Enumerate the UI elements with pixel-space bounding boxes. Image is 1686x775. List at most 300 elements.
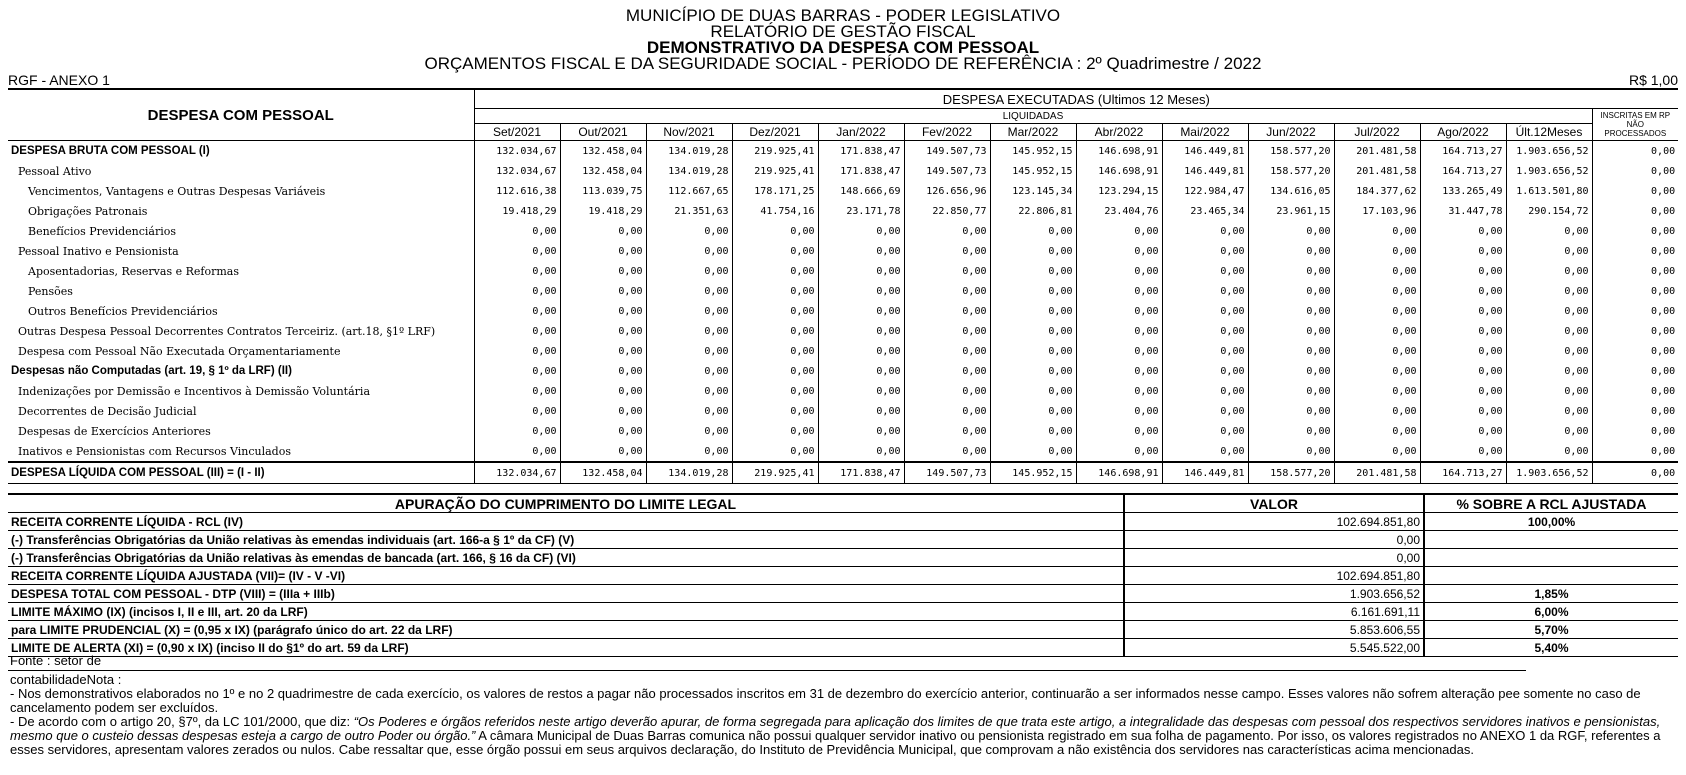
cell-value: 0,00 bbox=[1592, 401, 1678, 421]
cell-value: 290.154,72 bbox=[1506, 201, 1592, 221]
cell-value: 0,00 bbox=[990, 401, 1076, 421]
cell-value: 0,00 bbox=[990, 441, 1076, 462]
cell-value: 0,00 bbox=[818, 441, 904, 462]
cell-value: 133.265,49 bbox=[1420, 181, 1506, 201]
cell-value: 132.458,04 bbox=[560, 141, 646, 162]
cell-value: 0,00 bbox=[904, 241, 990, 261]
note-2-quote: “Os Poderes e órgãos referidos neste artigo deverão apurar, de forma segregada para aplicação dos limites de que trata este artigo, a integralidade das despesas com pessoal dos respectivos servidores inativos e pensionistas, mesmo que o custeio dessas despesas esteja a cargo de outro Poder ou órgão.” bbox=[10, 714, 1661, 743]
cell-value: 0,00 bbox=[1248, 261, 1334, 281]
cell-value: 0,00 bbox=[904, 401, 990, 421]
cell-value: 0,00 bbox=[1248, 441, 1334, 462]
cell-value: 132.034,67 bbox=[474, 161, 560, 181]
cell-value: 0,00 bbox=[732, 361, 818, 381]
cell-value: 0,00 bbox=[1248, 321, 1334, 341]
cell-value: 23.465,34 bbox=[1162, 201, 1248, 221]
cell-value: 0,00 bbox=[818, 421, 904, 441]
row-label: Outras Despesa Pessoal Decorrentes Contratos Terceiriz. (art.18, §1º LRF) bbox=[18, 324, 436, 338]
limit-value: 0,00 bbox=[1124, 549, 1424, 567]
cell-value: 0,00 bbox=[1420, 261, 1506, 281]
cell-value: 0,00 bbox=[1420, 241, 1506, 261]
table-title: DESPESA COM PESSOAL bbox=[147, 106, 334, 124]
table-row bbox=[8, 161, 1678, 181]
cell-value: 0,00 bbox=[1592, 341, 1678, 361]
cell-value: 0,00 bbox=[560, 401, 646, 421]
cell-value: 19.418,29 bbox=[474, 201, 560, 221]
cell-value: 0,00 bbox=[1162, 421, 1248, 441]
cell-value: 0,00 bbox=[1506, 421, 1592, 441]
limits-row bbox=[8, 603, 1678, 621]
cell-value: 0,00 bbox=[818, 321, 904, 341]
limit-label: (-) Transferências Obrigatórias da União relativas às emendas individuais (art. 166-a § 1º da CF) (V) bbox=[8, 531, 1124, 549]
cell-value: 0,00 bbox=[474, 441, 560, 462]
limit-label: RECEITA CORRENTE LÍQUIDA AJUSTADA (VII)= (IV - V -VI) bbox=[8, 567, 1124, 585]
table-row bbox=[8, 441, 1678, 462]
cell-value: 145.952,15 bbox=[990, 141, 1076, 162]
cell-value: 0,00 bbox=[1334, 341, 1420, 361]
cell-value: 148.666,69 bbox=[818, 181, 904, 201]
cell-value: 0,00 bbox=[818, 241, 904, 261]
cell-value: 0,00 bbox=[1076, 441, 1162, 462]
row-label: Pessoal Inativo e Pensionista bbox=[18, 244, 179, 258]
cell-value: 0,00 bbox=[732, 281, 818, 301]
cell-value: 0,00 bbox=[560, 321, 646, 341]
cell-value: 134.019,28 bbox=[646, 462, 732, 484]
cell-value: 0,00 bbox=[560, 261, 646, 281]
limit-value: 5.545.522,00 bbox=[1124, 639, 1424, 657]
cell-value: 146.698,91 bbox=[1076, 141, 1162, 162]
cell-value: 0,00 bbox=[1420, 401, 1506, 421]
cell-value: 0,00 bbox=[474, 401, 560, 421]
cell-value: 0,00 bbox=[1592, 241, 1678, 261]
cell-value: 0,00 bbox=[646, 381, 732, 401]
cell-value: 0,00 bbox=[646, 301, 732, 321]
limit-value: 1.903.656,52 bbox=[1124, 585, 1424, 603]
cell-value: 219.925,41 bbox=[732, 141, 818, 162]
cell-value: 0,00 bbox=[1420, 361, 1506, 381]
limit-pct: 1,85% bbox=[1424, 585, 1678, 603]
cell-value: 149.507,73 bbox=[904, 462, 990, 484]
cell-value: 0,00 bbox=[1248, 281, 1334, 301]
cell-value: 0,00 bbox=[1162, 241, 1248, 261]
cell-value: 0,00 bbox=[818, 281, 904, 301]
month-header: Nov/2021 bbox=[646, 124, 732, 141]
cell-value: 17.103,96 bbox=[1334, 201, 1420, 221]
cell-value: 22.850,77 bbox=[904, 201, 990, 221]
cell-value: 0,00 bbox=[990, 241, 1076, 261]
cell-value: 0,00 bbox=[990, 341, 1076, 361]
cell-value: 0,00 bbox=[1592, 441, 1678, 462]
limit-label: (-) Transferências Obrigatórias da União relativas às emendas de bancada (art. 166, § 16 da CF) (VI) bbox=[8, 549, 1124, 567]
limit-pct: 5,40% bbox=[1424, 639, 1678, 657]
cell-value: 19.418,29 bbox=[560, 201, 646, 221]
table-row bbox=[8, 281, 1678, 301]
cell-value: 132.034,67 bbox=[474, 462, 560, 484]
limit-label: RECEITA CORRENTE LÍQUIDA - RCL (IV) bbox=[8, 513, 1124, 531]
row-label: Benefícios Previdenciários bbox=[28, 224, 177, 238]
table-row bbox=[8, 401, 1678, 421]
cell-value: 0,00 bbox=[1162, 381, 1248, 401]
cell-value: 0,00 bbox=[474, 421, 560, 441]
cell-value: 0,00 bbox=[1248, 241, 1334, 261]
liquidated-header: LIQUIDADAS bbox=[474, 109, 1592, 124]
month-header: Set/2021 bbox=[474, 124, 560, 141]
cell-value: 0,00 bbox=[1420, 421, 1506, 441]
limits-row bbox=[8, 549, 1678, 567]
cell-value: 0,00 bbox=[646, 261, 732, 281]
cell-value: 164.713,27 bbox=[1420, 462, 1506, 484]
cell-value: 0,00 bbox=[1076, 301, 1162, 321]
month-header: Dez/2021 bbox=[732, 124, 818, 141]
cell-value: 0,00 bbox=[732, 221, 818, 241]
reference-period: ORÇAMENTOS FISCAL E DA SEGURIDADE SOCIAL - PERÍODO DE REFERÊNCIA : 2º Quadrimestre / 2022 bbox=[424, 54, 1262, 73]
cell-value: 0,00 bbox=[560, 361, 646, 381]
cell-value: 149.507,73 bbox=[904, 161, 990, 181]
cell-value: 0,00 bbox=[732, 261, 818, 281]
cell-value: 0,00 bbox=[818, 221, 904, 241]
cell-value: 0,00 bbox=[1420, 381, 1506, 401]
table-row bbox=[8, 141, 1678, 162]
cell-value: 0,00 bbox=[904, 221, 990, 241]
cell-value: 0,00 bbox=[560, 281, 646, 301]
report-name: DEMONSTRATIVO DA DESPESA COM PESSOAL bbox=[646, 38, 1040, 57]
report-subtitle: RELATÓRIO DE GESTÃO FISCAL bbox=[710, 22, 976, 41]
cell-value: 0,00 bbox=[474, 361, 560, 381]
cell-value: 0,00 bbox=[818, 261, 904, 281]
cell-value: 0,00 bbox=[1592, 321, 1678, 341]
cell-value: 158.577,20 bbox=[1248, 161, 1334, 181]
limits-row bbox=[8, 513, 1678, 531]
value-header: VALOR bbox=[1124, 494, 1424, 513]
cell-value: 0,00 bbox=[1592, 421, 1678, 441]
cell-value: 171.838,47 bbox=[818, 141, 904, 162]
cell-value: 0,00 bbox=[1506, 341, 1592, 361]
cell-value: 0,00 bbox=[732, 401, 818, 421]
cell-value: 219.925,41 bbox=[732, 161, 818, 181]
cell-value: 0,00 bbox=[990, 381, 1076, 401]
cell-value: 0,00 bbox=[1506, 441, 1592, 462]
limit-label: para LIMITE PRUDENCIAL (X) = (0,95 x IX) (parágrafo único do art. 22 da LRF) bbox=[8, 621, 1124, 639]
cell-value: 0,00 bbox=[1334, 321, 1420, 341]
cell-value: 31.447,78 bbox=[1420, 201, 1506, 221]
source-note: Fonte : setor de bbox=[10, 653, 102, 668]
cell-value: 0,00 bbox=[1334, 241, 1420, 261]
row-label: Outros Benefícios Previdenciários bbox=[28, 304, 218, 318]
cell-value: 145.952,15 bbox=[990, 462, 1076, 484]
cell-value: 0,00 bbox=[1506, 241, 1592, 261]
row-label: Despesa com Pessoal Não Executada Orçamentariamente bbox=[18, 344, 341, 358]
table-row bbox=[8, 321, 1678, 341]
cell-value: 1.903.656,52 bbox=[1506, 161, 1592, 181]
month-header: Abr/2022 bbox=[1076, 124, 1162, 141]
cell-value: 0,00 bbox=[1592, 301, 1678, 321]
cell-value: 0,00 bbox=[560, 241, 646, 261]
month-header: Mai/2022 bbox=[1162, 124, 1248, 141]
cell-value: 41.754,16 bbox=[732, 201, 818, 221]
cell-value: 0,00 bbox=[1076, 321, 1162, 341]
row-label: Despesas de Exercícios Anteriores bbox=[18, 424, 211, 438]
cell-value: 134.019,28 bbox=[646, 141, 732, 162]
cell-value: 0,00 bbox=[1420, 301, 1506, 321]
cell-value: 112.616,38 bbox=[474, 181, 560, 201]
cell-value: 0,00 bbox=[1076, 361, 1162, 381]
row-label: Vencimentos, Vantagens e Outras Despesas Variáveis bbox=[28, 184, 326, 198]
cell-value: 171.838,47 bbox=[818, 161, 904, 181]
cell-value: 123.145,34 bbox=[990, 181, 1076, 201]
cell-value: 0,00 bbox=[990, 321, 1076, 341]
cell-value: 0,00 bbox=[1592, 281, 1678, 301]
cell-value: 0,00 bbox=[1420, 341, 1506, 361]
limits-title: APURAÇÃO DO CUMPRIMENTO DO LIMITE LEGAL bbox=[394, 495, 737, 512]
cell-value: 132.034,67 bbox=[474, 141, 560, 162]
month-header: Jun/2022 bbox=[1248, 124, 1334, 141]
cell-value: 0,00 bbox=[646, 281, 732, 301]
note-2-prefix: - De acordo com o artigo 20, §7º, da LC 101/2000, que diz: bbox=[10, 714, 354, 729]
currency-unit: R$ 1,00 bbox=[1628, 72, 1678, 88]
month-header: Out/2021 bbox=[560, 124, 646, 141]
cell-value: 0,00 bbox=[474, 261, 560, 281]
cell-value: 0,00 bbox=[1248, 341, 1334, 361]
cell-value: 0,00 bbox=[818, 301, 904, 321]
table-row bbox=[8, 462, 1678, 484]
table-row bbox=[8, 361, 1678, 381]
row-label: Decorrentes de Decisão Judicial bbox=[18, 404, 197, 418]
cell-value: 22.806,81 bbox=[990, 201, 1076, 221]
cell-value: 145.952,15 bbox=[990, 161, 1076, 181]
cell-value: 184.377,62 bbox=[1334, 181, 1420, 201]
limit-label: DESPESA TOTAL COM PESSOAL - DTP (VIII) = (IIIa + IIIb) bbox=[8, 585, 1124, 603]
cell-value: 0,00 bbox=[646, 321, 732, 341]
month-header: Fev/2022 bbox=[904, 124, 990, 141]
limits-row bbox=[8, 531, 1678, 549]
limit-label: LIMITE DE ALERTA (XI) = (0,90 x IX) (inciso II do §1º do art. 59 da LRF) bbox=[8, 639, 1124, 657]
table-row bbox=[8, 181, 1678, 201]
cell-value: 0,00 bbox=[1506, 401, 1592, 421]
row-label: Aposentadorias, Reservas e Reformas bbox=[28, 264, 239, 278]
cell-value: 146.449,81 bbox=[1162, 141, 1248, 162]
table-row bbox=[8, 421, 1678, 441]
cell-value: 0,00 bbox=[1506, 261, 1592, 281]
cell-value: 0,00 bbox=[904, 361, 990, 381]
cell-value: 0,00 bbox=[732, 241, 818, 261]
cell-value: 0,00 bbox=[1592, 201, 1678, 221]
cell-value: 0,00 bbox=[1162, 301, 1248, 321]
cell-value: 0,00 bbox=[732, 301, 818, 321]
cell-value: 0,00 bbox=[1076, 381, 1162, 401]
cell-value: 0,00 bbox=[818, 381, 904, 401]
table-row bbox=[8, 341, 1678, 361]
table-row bbox=[8, 241, 1678, 261]
cell-value: 0,00 bbox=[1334, 301, 1420, 321]
cell-value: 0,00 bbox=[904, 381, 990, 401]
cell-value: 0,00 bbox=[990, 221, 1076, 241]
row-label: Inativos e Pensionistas com Recursos Vinculados bbox=[18, 444, 291, 458]
note-heading: contabilidadeNota : bbox=[10, 672, 122, 687]
cell-value: 0,00 bbox=[560, 381, 646, 401]
cell-value: 0,00 bbox=[1420, 441, 1506, 462]
cell-value: 0,00 bbox=[1506, 281, 1592, 301]
cell-value: 0,00 bbox=[560, 341, 646, 361]
cell-value: 0,00 bbox=[732, 441, 818, 462]
table-row bbox=[8, 261, 1678, 281]
cell-value: 0,00 bbox=[1506, 361, 1592, 381]
row-label: Pensões bbox=[28, 284, 73, 298]
cell-value: 0,00 bbox=[560, 441, 646, 462]
cell-value: 149.507,73 bbox=[904, 141, 990, 162]
cell-value: 146.449,81 bbox=[1162, 161, 1248, 181]
cell-value: 0,00 bbox=[1248, 361, 1334, 381]
cell-value: 23.404,76 bbox=[1076, 201, 1162, 221]
limit-pct bbox=[1424, 567, 1678, 585]
cell-value: 0,00 bbox=[1506, 321, 1592, 341]
limit-value: 5.853.606,55 bbox=[1124, 621, 1424, 639]
month-header: Mar/2022 bbox=[990, 124, 1076, 141]
cell-value: 0,00 bbox=[1334, 361, 1420, 381]
cell-value: 0,00 bbox=[1334, 401, 1420, 421]
cell-value: 0,00 bbox=[818, 401, 904, 421]
limit-pct: 100,00% bbox=[1424, 513, 1678, 531]
cell-value: 0,00 bbox=[474, 381, 560, 401]
cell-value: 0,00 bbox=[904, 261, 990, 281]
limit-value: 6.161.691,11 bbox=[1124, 603, 1424, 621]
cell-value: 0,00 bbox=[1248, 381, 1334, 401]
cell-value: 178.171,25 bbox=[732, 181, 818, 201]
cell-value: 0,00 bbox=[1592, 141, 1678, 162]
cell-value: 0,00 bbox=[646, 421, 732, 441]
cell-value: 0,00 bbox=[818, 341, 904, 361]
cell-value: 0,00 bbox=[1076, 401, 1162, 421]
month-header: Jan/2022 bbox=[818, 124, 904, 141]
cell-value: 21.351,63 bbox=[646, 201, 732, 221]
cell-value: 0,00 bbox=[1592, 221, 1678, 241]
cell-value: 0,00 bbox=[1592, 381, 1678, 401]
limit-value: 0,00 bbox=[1124, 531, 1424, 549]
cell-value: 201.481,58 bbox=[1334, 462, 1420, 484]
cell-value: 0,00 bbox=[990, 361, 1076, 381]
cell-value: 0,00 bbox=[474, 221, 560, 241]
cell-value: 1.613.501,80 bbox=[1506, 181, 1592, 201]
month-header: Jul/2022 bbox=[1334, 124, 1420, 141]
cell-value: 134.019,28 bbox=[646, 161, 732, 181]
cell-value: 0,00 bbox=[1334, 381, 1420, 401]
cell-value: 158.577,20 bbox=[1248, 462, 1334, 484]
cell-value: 134.616,05 bbox=[1248, 181, 1334, 201]
cell-value: 146.698,91 bbox=[1076, 161, 1162, 181]
municipality-title: MUNICÍPIO DE DUAS BARRAS - PODER LEGISLATIVO bbox=[625, 6, 1061, 25]
cell-value: 113.039,75 bbox=[560, 181, 646, 201]
limit-pct bbox=[1424, 531, 1678, 549]
table-row bbox=[8, 201, 1678, 221]
row-label: DESPESA LÍQUIDA COM PESSOAL (III) = (I - II) bbox=[11, 467, 265, 479]
cell-value: 23.171,78 bbox=[818, 201, 904, 221]
cell-value: 201.481,58 bbox=[1334, 161, 1420, 181]
cell-value: 171.838,47 bbox=[818, 462, 904, 484]
limit-value: 102.694.851,80 bbox=[1124, 567, 1424, 585]
cell-value: 0,00 bbox=[1592, 161, 1678, 181]
cell-value: 0,00 bbox=[1162, 261, 1248, 281]
cell-value: 0,00 bbox=[1162, 441, 1248, 462]
cell-value: 146.698,91 bbox=[1076, 462, 1162, 484]
row-label: Pessoal Ativo bbox=[18, 164, 92, 178]
cell-value: 0,00 bbox=[732, 421, 818, 441]
cell-value: 0,00 bbox=[1334, 261, 1420, 281]
table-row bbox=[8, 221, 1678, 241]
cell-value: 0,00 bbox=[1420, 221, 1506, 241]
cell-value: 0,00 bbox=[1506, 381, 1592, 401]
limits-table bbox=[8, 493, 1678, 657]
limits-row bbox=[8, 621, 1678, 639]
cell-value: 0,00 bbox=[1248, 301, 1334, 321]
cell-value: 0,00 bbox=[646, 241, 732, 261]
cell-value: 0,00 bbox=[1076, 241, 1162, 261]
cell-value: 0,00 bbox=[1248, 221, 1334, 241]
cell-value: 0,00 bbox=[732, 381, 818, 401]
cell-value: 112.667,65 bbox=[646, 181, 732, 201]
row-label: Obrigações Patronais bbox=[28, 204, 148, 218]
cell-value: 0,00 bbox=[1334, 421, 1420, 441]
cell-value: 0,00 bbox=[904, 321, 990, 341]
cell-value: 164.713,27 bbox=[1420, 141, 1506, 162]
limit-value: 102.694.851,80 bbox=[1124, 513, 1424, 531]
cell-value: 0,00 bbox=[1076, 341, 1162, 361]
cell-value: 122.984,47 bbox=[1162, 181, 1248, 201]
cell-value: 0,00 bbox=[474, 321, 560, 341]
cell-value: 0,00 bbox=[646, 401, 732, 421]
cell-value: 0,00 bbox=[1506, 301, 1592, 321]
notes bbox=[10, 673, 1676, 757]
cell-value: 0,00 bbox=[1334, 221, 1420, 241]
cell-value: 0,00 bbox=[1162, 401, 1248, 421]
cell-value: 0,00 bbox=[474, 241, 560, 261]
cell-value: 158.577,20 bbox=[1248, 141, 1334, 162]
pct-header: % SOBRE A RCL AJUSTADA bbox=[1424, 494, 1678, 513]
month-header: Ago/2022 bbox=[1420, 124, 1506, 141]
limits-row bbox=[8, 567, 1678, 585]
table-row bbox=[8, 381, 1678, 401]
limit-label: LIMITE MÁXIMO (IX) (incisos I, II e III, art. 20 da LRF) bbox=[8, 603, 1124, 621]
cell-value: 0,00 bbox=[1248, 401, 1334, 421]
row-label: Indenizações por Demissão e Incentivos à Demissão Voluntária bbox=[18, 384, 370, 398]
cell-value: 0,00 bbox=[1592, 181, 1678, 201]
cell-value: 0,00 bbox=[1592, 361, 1678, 381]
row-label: Despesas não Computadas (art. 19, § 1º da LRF) (II) bbox=[11, 365, 292, 377]
cell-value: 0,00 bbox=[990, 281, 1076, 301]
cell-value: 0,00 bbox=[904, 421, 990, 441]
cell-value: 0,00 bbox=[1076, 281, 1162, 301]
cell-value: 0,00 bbox=[1076, 261, 1162, 281]
cell-value: 0,00 bbox=[474, 281, 560, 301]
cell-value: 0,00 bbox=[1592, 462, 1678, 484]
cell-value: 0,00 bbox=[1506, 221, 1592, 241]
cell-value: 0,00 bbox=[1334, 281, 1420, 301]
expense-table bbox=[8, 88, 1678, 484]
cell-value: 0,00 bbox=[1162, 361, 1248, 381]
cell-value: 0,00 bbox=[904, 301, 990, 321]
cell-value: 23.961,15 bbox=[1248, 201, 1334, 221]
limit-pct: 5,70% bbox=[1424, 621, 1678, 639]
row-label: DESPESA BRUTA COM PESSOAL (I) bbox=[11, 145, 210, 157]
cell-value: 0,00 bbox=[1420, 281, 1506, 301]
cell-value: 0,00 bbox=[732, 341, 818, 361]
cell-value: 146.449,81 bbox=[1162, 462, 1248, 484]
cell-value: 0,00 bbox=[560, 221, 646, 241]
cell-value: 126.656,96 bbox=[904, 181, 990, 201]
cell-value: 0,00 bbox=[646, 221, 732, 241]
note-2 bbox=[10, 715, 1676, 757]
cell-value: 0,00 bbox=[474, 341, 560, 361]
cell-value: 0,00 bbox=[646, 441, 732, 462]
inscritas-header: INSCRITAS EM RP NÃO PROCESSADOS bbox=[1592, 109, 1678, 141]
cell-value: 0,00 bbox=[904, 341, 990, 361]
